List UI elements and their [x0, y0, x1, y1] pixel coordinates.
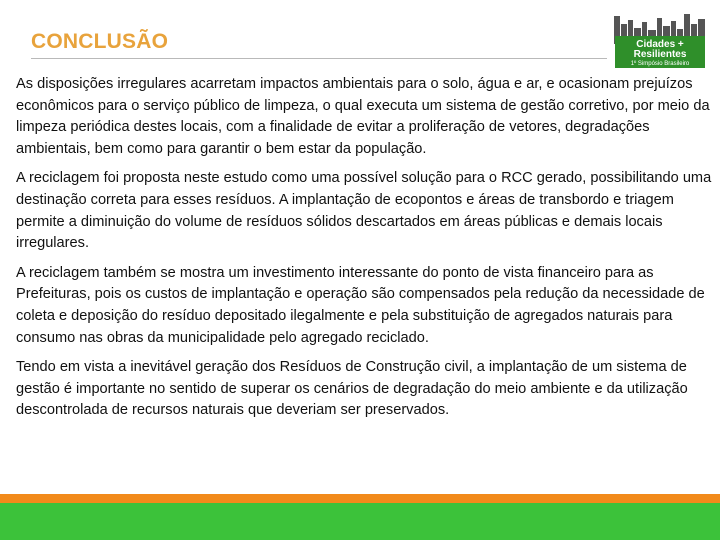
- paragraph-3: A reciclagem também se mostra um investimento interessante do ponto de vista financeiro para as Prefeituras, pois os custos de implantação e operação são compensados pela redução da necessidade de coleta e deposição do resíduo depositado ilegalmente e pela substituição de agregados naturais para consumo nas obras da municipalidade pelo agregado reciclado.: [16, 264, 705, 346]
- footer-bar-orange: [0, 494, 720, 503]
- logo-line1: Cidades +: [636, 39, 684, 50]
- paragraph-4: Tendo em vista a inevitável geração dos Resíduos de Construção civil, a implantação de um sistema de gestão é importante no sentido de superar os cenários de degradação do meio ambiente e da utilização descontrolada de recursos naturais que deveriam ser preservados.: [16, 359, 688, 419]
- slide-body: [16, 74, 714, 430]
- logo-line2: Resilientes: [633, 49, 687, 60]
- slide-title: CONCLUSÃO: [31, 30, 169, 53]
- logo-line3: 1º Simpósio Brasileiro: [630, 61, 690, 67]
- cidades-resilientes-logo: [612, 10, 708, 70]
- paragraph-1: As disposições irregulares acarretam impactos ambientais para o solo, água e ar, e ocasionam prejuízos econômicos para o serviço público de limpeza, o qual executa um sistema de gestão corretivo, por meio da limpeza periódica destes locais, com a finalidade de evitar a proliferação de vetores, degradações ambientais, bem como para garantir o bem estar da população.: [16, 76, 710, 157]
- footer-bar-green: [0, 503, 720, 540]
- title-underline: [31, 58, 607, 59]
- paragraph-2: A reciclagem foi proposta neste estudo como uma possível solução para o RCC gerado, possibilitando uma destinação correta para esses resíduos. A implantação de ecopontos e áreas de transbordo e triagem permite a diminuição do volume de resíduos sólidos descartados em áreas públicas e demais locais irregulares.: [16, 170, 712, 252]
